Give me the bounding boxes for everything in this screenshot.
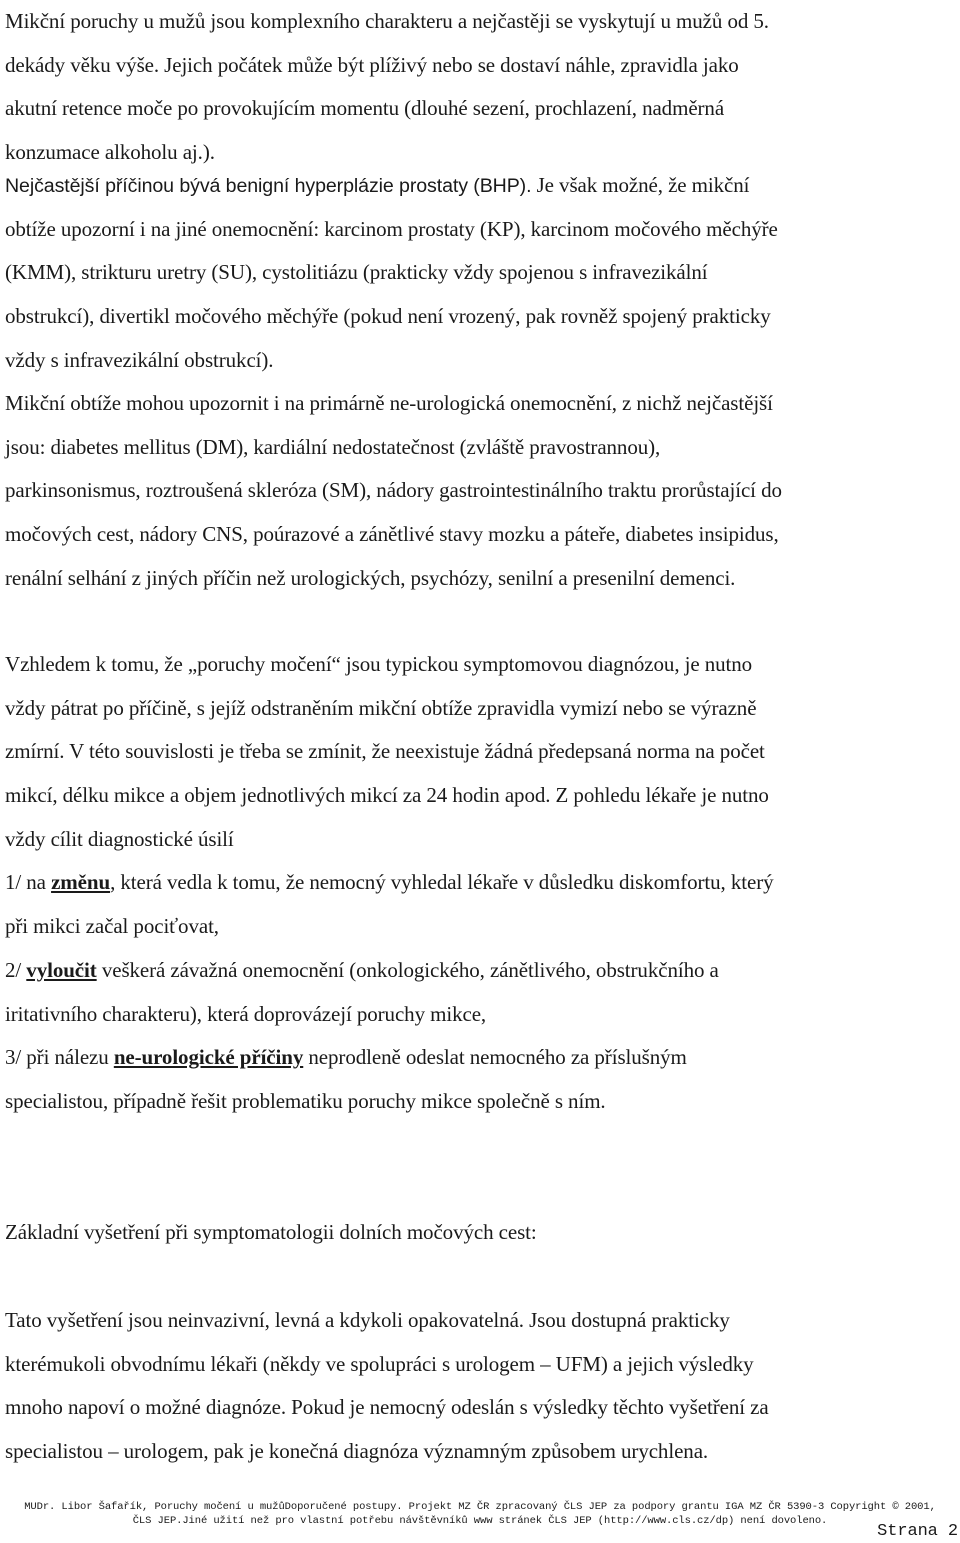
text-line: Tato vyšetření jsou neinvazivní, levná a kdykoli opakovatelná. Jsou dostupná prakticky xyxy=(5,1308,730,1332)
text-line: Mikční obtíže mohou upozornit i na primárně ne-urologická onemocnění, z nichž nejčastější xyxy=(5,391,773,415)
text-segment: veškerá závažná onemocnění (onkologického, zánětlivého, obstrukčního a xyxy=(96,957,719,982)
text-line: obtíže upozorní i na jiné onemocnění: karcinom prostaty (KP), karcinom močového měchýře xyxy=(5,216,778,241)
text-line: akutní retence moče po provokujícím momentu (dlouhé sezení, prochlazení, nadměrná xyxy=(5,96,725,121)
text-segment: neprodleně odeslat nemocného za příslušným xyxy=(303,1045,687,1070)
text-segment: , která vedla k tomu, že nemocný vyhledal lékaře v důsledku diskomfortu, který xyxy=(110,870,774,895)
footer-line: ČLS JEP.Jiné užití než pro vlastní potřebu návštěvníků www stránek ČLS JEP (http://www.cls.cz/dp) není dovoleno. xyxy=(132,1515,828,1527)
bhp-sentence: Nejčastější příčinou bývá benigní hyperplázie prostaty (BHP). xyxy=(5,175,532,197)
emphasis-exclude: vyloučit xyxy=(26,957,97,982)
text-line: iritativního charakteru), která doprovázejí poruchy mikce, xyxy=(5,1001,487,1026)
text-line: mnoho napoví o možné diagnóze. Pokud je nemocný odeslán s výsledky těchto vyšetření za xyxy=(5,1395,769,1420)
heading-text: Základní vyšetření při symptomatologii dolních močových cest: xyxy=(5,1220,537,1244)
text-line: močových cest, nádory CNS, poúrazové a zánětlivé stavy mozku a páteře, diabetes insipidus, xyxy=(5,522,779,547)
text-line: Mikční poruchy u mužů jsou komplexního charakteru a nejčastěji se vyskytují u mužů od 5. xyxy=(5,9,769,33)
text-line: vždy cílit diagnostické úsilí xyxy=(5,826,234,851)
list-item-1 xyxy=(5,861,960,905)
text-line: obstrukcí), divertikl močového měchýře (pokud není vrozený, pak rovněž spojený prakticky xyxy=(5,304,771,329)
list-item-2 xyxy=(5,949,960,993)
text-line: mikcí, délku mikce a objem jednotlivých mikcí za 24 hodin apod. Z pohledu lékaře je nutno xyxy=(5,783,769,808)
text-line: renální selhání z jiných příčin než urologických, psychózy, senilní a presenilní demenci. xyxy=(5,565,736,590)
text-line: vždy s infravezikální obstrukcí). xyxy=(5,347,274,372)
text-line: (KMM), strikturu uretry (SU), cystolitiázu (prakticky vždy spojenou s infravezikální xyxy=(5,260,708,285)
page-footer xyxy=(0,1500,960,1528)
text-line: při mikci začal pociťovat, xyxy=(5,914,219,939)
text-line: zmírní. V této souvislosti je třeba se zmínit, že neexistuje žádná předepsaná norma na počet xyxy=(5,739,765,764)
text-line: parkinsonismus, roztroušená skleróza (SM), nádory gastrointestinálního traktu prorůstající do xyxy=(5,478,782,503)
text-line: Vzhledem k tomu, že „poruchy močení“ jsou typickou symptomovou diagnózou, je nutno xyxy=(5,652,753,676)
paragraph-causes xyxy=(5,164,960,382)
paragraph-diagnostics xyxy=(5,643,960,1124)
text-line xyxy=(5,164,960,208)
text-segment: 1/ na xyxy=(5,870,52,895)
text-line: vždy pátrat po příčině, s jejíž odstraněním mikční obtíže zpravidla vymizí nebo se výrazně xyxy=(5,695,757,720)
text-segment: 3/ při nálezu xyxy=(5,1045,114,1070)
page-number: Strana 2 xyxy=(877,1522,958,1541)
text-segment: 2/ xyxy=(5,957,27,982)
paragraph-examinations xyxy=(5,1299,960,1474)
emphasis-non-urological: ne-urologické příčiny xyxy=(113,1045,304,1070)
paragraph-intro xyxy=(5,0,960,175)
text-line: specialistou, případně řešit problematiku poruchy mikce společně s ním. xyxy=(5,1088,606,1113)
list-item-3 xyxy=(5,1036,960,1080)
text-line: jsou: diabetes mellitus (DM), kardiální nedostatečnost (zvláště pravostrannou), xyxy=(5,434,661,459)
footer-line: MUDr. Libor Šafařík, Poruchy močení u mužůDoporučené postupy. Projekt MZ ČR zpracovaný ČLS JEP za podpory grantu IGA MZ ČR 5390-3 Copyright © 2001, xyxy=(24,1501,936,1513)
emphasis-change: změnu xyxy=(51,870,111,895)
text-line: konzumace alkoholu aj.). xyxy=(5,140,215,165)
text-line: kterémukoli obvodnímu lékaři (někdy ve spolupráci s urologem – UFM) a jejich výsledky xyxy=(5,1351,754,1376)
paragraph-non-urological xyxy=(5,382,960,600)
text-segment: Je však možné, že mikční xyxy=(531,173,750,197)
text-line: dekády věku výše. Jejich počátek může být plíživý nebo se dostaví náhle, zpravidla jako xyxy=(5,52,739,77)
section-heading xyxy=(5,1211,960,1255)
text-line: specialistou – urologem, pak je konečná diagnóza významným způsobem urychlena. xyxy=(5,1439,709,1464)
